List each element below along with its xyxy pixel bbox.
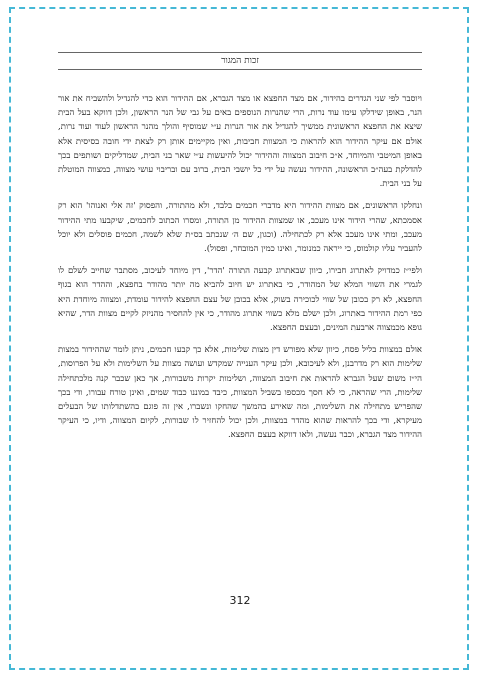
paragraph-1: ויוסבר לפי שני הגדרים בהידור, אם מצד החפצא או מצד הגברא, אם ההידור הוא כדי להגדיל ולהשביח את אור הנר, באופן שידלקו עימו עוד נרות, הרי שהנרות הנוספים באים על גבי של הנר הראשון, ולכן דווקא בעל הבית שיצא את החפצא הראשונית ממשיך להגדיל את אור הנרות ע״י שמוסיף והולך מהנר הראשון לעוד ועוד נרות, אולם אם עיקר ההידור הוא להראות כי המצוות חביבות, ואין מקיימים אותן רק לצאת ידי חובה בסיסית אלא באופן המיטבי והמיוחד, א״כ חיבוב המצווה וההידור יכול להיעשות ע״י שאר בני הבית, שמדליקים ושותפים בכך להדלקת בעה״ב הראשונה, ההידור נעשה על ידי כל יושבי הבית, ברוב עם ובריבוי עושי מצווה, כמצווה המוטלת על בני הבית. <box>58 94 422 190</box>
page-number: 312 <box>229 594 251 607</box>
body-text <box>58 92 422 451</box>
header-rule-bottom <box>58 69 422 70</box>
paragraph-4: אולם במצוות בליל פסח, כיוון שלא מפורש דין מצות שלימות, אלא כך קבעו חכמים, ניתן לומר שההידור במצות שלימות הוא רק מדרבנן, ולא לעיכובא, ולכן עיקר הענייה שמקדש ועושה מצוות על השלימות ולא על הפרוסות, הי״ז משום שעל הגברא להראות את חיבוב המצווה, ושלימות יקרות משבורות, אך כאן שכבר קנה מלכתחילה שלימות, הרי שהראה, כי לא חסך מכספו בשביל המצוות, כיבד במוננו כבוד שמים, ואינן טורח עבורו, ודי בכך שהפריש מתחילה את השלימות, ומה שאירע בהמשך שהחקו ונשברו, אין זה פוגם בהשתדלותו של הבעלים מעיקרא, ודי בכך להראות שהוא מהדר במצוות, ולכן יכול להחזיר לו שבורות, לקיום המצווה, ודיו, כי העיקר ההידור מצד הגברא, וכבר נעשה, ולאו דווקא בעצם החפצא. <box>58 345 422 441</box>
header-rule-top <box>58 52 422 53</box>
header-title: זכות המגור <box>221 56 259 66</box>
running-header <box>58 52 422 70</box>
paragraph-3: ולפי״ז כמדויק לאתרוג חבירו, כיוון שבאתרוג קבעה התורה 'הדר', דין מיוחד לעיכוב, מסתבר שחייב לשלם לו לגמרי את השווי המלא של המהודר, כי באתרוג יש חיוב להביא מה יותר מהודר בחפצא, וההדר הוא בגוף החפצא, לא רק בכובן של שווי לכוכירה בשוק, אלא בכובן של עצם החפצא להידור עומדת, ומצווה מיוחדת היא כפי רמת ההידור באתרוג, ולכן ישלם מלא כשווי אתרוג מהודר, כי אין להחסיר מהניזק לקיים מצוות הדר, שהיא גופא מכמצווה ארבעת המינים, ובעצם החפצא. <box>58 266 422 334</box>
paragraph-2: ונחלקו הראשונים, אם מצוות ההידור היא מדברי חכמים בלבד, ולא מהתורה, והפסוק 'זה אלי ואנוהו' הוא רק אסמכתא, שהרי הידור אינו מעכב, או שמצוות ההידור מן התורה, ומסרו הכתוב לחכמים, שיקבעו מתי ההידור מעכב, ומתי אינו מעכב אלא רק לכתחילה. (וכגון, שם ה׳ שנכתב בס״ת שלא לשמה, חכמים פוסלים ולא יוכל להעביר עליו קולמוס, כי ייראה כמנומר, ואינו כמין המובחר, ופסול). <box>58 201 422 255</box>
